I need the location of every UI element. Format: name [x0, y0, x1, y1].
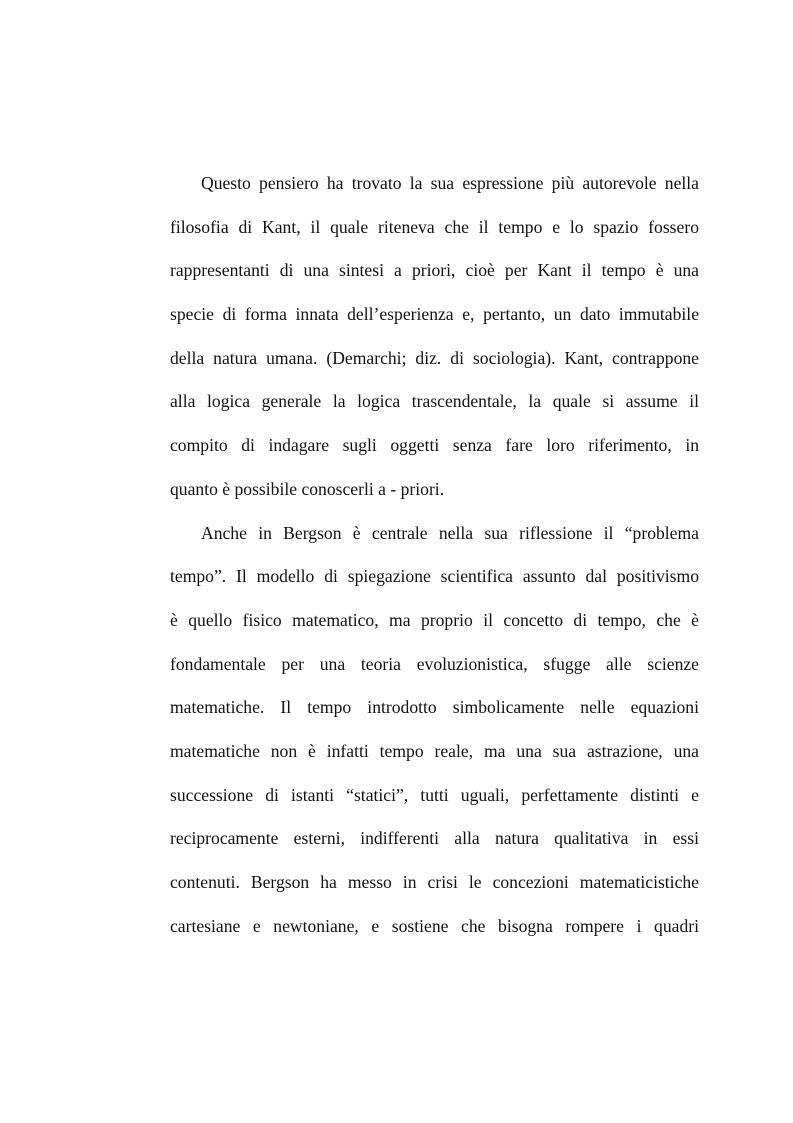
- text-line: quanto è possibile conoscerli a - priori.: [170, 478, 445, 499]
- text-line: contenuti. Bergson ha messo in crisi le concezioni matematicistiche: [170, 872, 699, 892]
- text-line: reciprocamente esterni, indifferenti alla natura qualitativa in essi: [170, 828, 699, 849]
- text-line: filosofia di Kant, il quale riteneva che il tempo e lo spazio fossero: [170, 216, 699, 237]
- text-line: Anche in Bergson è centrale nella sua riflessione il “problema: [201, 522, 699, 543]
- paragraph-bergson: [170, 518, 699, 955]
- text-line: rappresentanti di una sintesi a priori, cioè per Kant il tempo è una: [170, 260, 699, 281]
- text-line: tempo”. Il modello di spiegazione scientifica assunto dal positivismo: [170, 566, 699, 587]
- text-line: alla logica generale la logica trascendentale, la quale si assume il: [170, 391, 699, 412]
- text-line: cartesiane e newtoniane, e sostiene che bisogna rompere i quadri: [170, 915, 699, 936]
- text-line: matematiche non è infatti tempo reale, ma una sua astrazione, una: [170, 740, 699, 761]
- paragraph-kant: [170, 168, 699, 518]
- text-line: Questo pensiero ha trovato la sua espressione più autorevole nella: [201, 173, 699, 193]
- text-line: è quello fisico matematico, ma proprio il concetto di tempo, che è: [170, 609, 699, 630]
- text-line: fondamentale per una teoria evoluzionistica, sfugge alle scienze: [170, 653, 699, 674]
- body-text: [170, 168, 699, 954]
- text-line: della natura umana. (Demarchi; diz. di sociologia). Kant, contrappone: [170, 347, 699, 368]
- text-line: compito di indagare sugli oggetti senza fare loro riferimento, in: [170, 435, 699, 456]
- text-line: successione di istanti “statici”, tutti uguali, perfettamente distinti e: [170, 784, 699, 805]
- text-line: specie di forma innata dell’esperienza e, pertanto, un dato immutabile: [170, 304, 699, 325]
- text-line: matematiche. Il tempo introdotto simbolicamente nelle equazioni: [170, 697, 699, 718]
